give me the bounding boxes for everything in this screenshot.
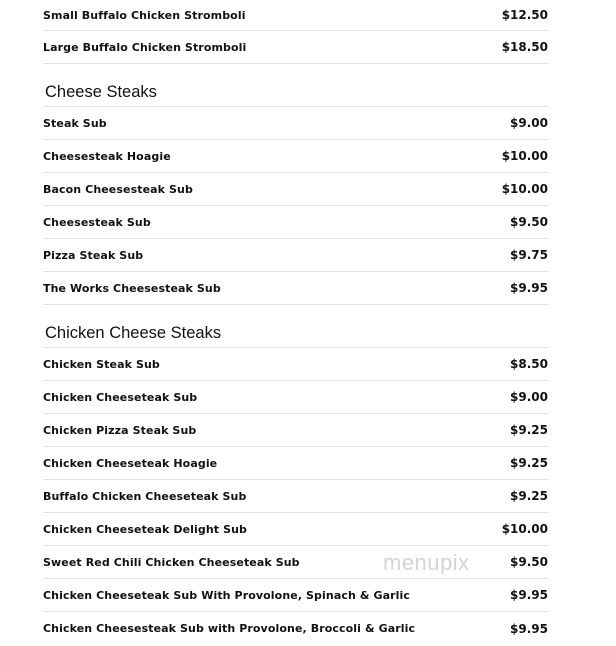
item-name: Chicken Cheesesteak Sub with Provolone, Broccoli & Garlic bbox=[43, 622, 416, 635]
menu-item bbox=[43, 31, 548, 64]
item-name: Chicken Steak Sub bbox=[43, 357, 160, 371]
menu-item bbox=[43, 206, 548, 239]
item-price: $18.50 bbox=[501, 40, 548, 54]
menu-item bbox=[43, 414, 548, 447]
item-name: Large Buffalo Chicken Stromboli bbox=[43, 40, 247, 54]
item-name: Chicken Cheeseteak Hoagie bbox=[43, 456, 218, 470]
item-name: Steak Sub bbox=[43, 116, 107, 130]
menu-item bbox=[43, 173, 548, 206]
item-price: $9.95 bbox=[510, 588, 548, 602]
menu-item bbox=[43, 239, 548, 272]
item-name: Cheesesteak Hoagie bbox=[43, 149, 171, 163]
menu-item bbox=[43, 579, 548, 612]
item-price: $9.75 bbox=[510, 248, 548, 262]
item-price: $9.00 bbox=[510, 390, 548, 404]
item-name: Chicken Cheeseteak Sub With Provolone, Spinach & Garlic bbox=[43, 588, 410, 602]
menu-item bbox=[43, 381, 548, 414]
item-name: Bacon Cheesesteak Sub bbox=[43, 182, 193, 196]
item-price: $9.95 bbox=[510, 621, 548, 636]
section-title: Chicken Cheese Steaks bbox=[45, 324, 222, 342]
item-name: Chicken Cheeseteak Delight Sub bbox=[43, 522, 248, 536]
item-price: $10.00 bbox=[501, 522, 548, 536]
menu-list bbox=[43, 0, 548, 645]
item-price: $9.50 bbox=[510, 555, 548, 569]
menupix-watermark: menupix bbox=[383, 550, 470, 575]
item-price: $9.00 bbox=[510, 116, 548, 130]
menu-item bbox=[43, 107, 548, 140]
item-price: $9.25 bbox=[510, 456, 548, 470]
item-price: $9.95 bbox=[510, 281, 548, 295]
menu-item bbox=[43, 513, 548, 546]
menu-item bbox=[43, 480, 548, 513]
menu-item bbox=[43, 0, 548, 31]
item-price: $9.25 bbox=[510, 423, 548, 437]
item-name: The Works Cheesesteak Sub bbox=[43, 281, 221, 295]
item-name: Chicken Pizza Steak Sub bbox=[43, 423, 197, 437]
item-name: Pizza Steak Sub bbox=[43, 248, 144, 262]
item-name: Sweet Red Chili Chicken Cheeseteak Sub bbox=[43, 555, 300, 569]
item-name: Cheesesteak Sub bbox=[43, 215, 151, 229]
item-price: $10.00 bbox=[501, 182, 548, 196]
section-header bbox=[43, 64, 548, 107]
item-price: $12.50 bbox=[501, 8, 548, 22]
item-price: $10.00 bbox=[501, 149, 548, 163]
section-title: Cheese Steaks bbox=[45, 83, 157, 101]
item-name: Buffalo Chicken Cheeseteak Sub bbox=[43, 489, 247, 503]
menu-item bbox=[43, 447, 548, 480]
menu-item bbox=[43, 546, 548, 579]
section-header bbox=[43, 305, 548, 348]
item-price: $9.25 bbox=[510, 489, 548, 503]
item-name: Small Buffalo Chicken Stromboli bbox=[43, 8, 246, 22]
item-name: Chicken Cheeseteak Sub bbox=[43, 390, 198, 404]
item-price: $8.50 bbox=[510, 357, 548, 371]
menu-item bbox=[43, 272, 548, 305]
item-price: $9.50 bbox=[510, 215, 548, 229]
menu-item bbox=[43, 140, 548, 173]
menu-item bbox=[43, 348, 548, 381]
menu-item bbox=[43, 612, 548, 645]
